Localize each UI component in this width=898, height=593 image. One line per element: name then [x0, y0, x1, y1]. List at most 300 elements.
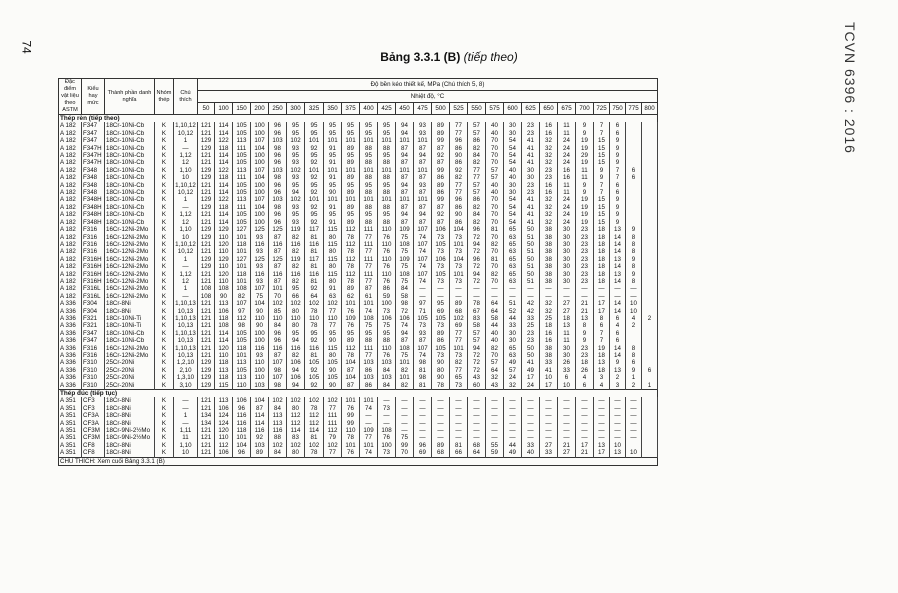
table-cell: F347H [82, 152, 105, 159]
table-cell: 122 [215, 167, 233, 174]
table-cell: 9 [626, 256, 642, 263]
section-label: Thép đúc (tiếp tục) [59, 390, 658, 398]
table-cell: — [576, 427, 594, 434]
table-cell: 95 [305, 182, 324, 189]
table-cell: 30 [558, 256, 576, 263]
table-cell: 88 [360, 159, 378, 166]
table-cell: 12 [174, 159, 198, 166]
table-cell: 90 [450, 152, 468, 159]
table-cell: CF3M [82, 427, 105, 434]
table-cell: 1,10 [174, 167, 198, 174]
table-cell: 90 [324, 382, 342, 390]
table-cell: 82 [468, 204, 486, 211]
table-cell: 25 [540, 315, 558, 322]
table-cell: — [396, 405, 414, 412]
temperature-header: 400 [360, 103, 378, 115]
table-cell: 94 [396, 330, 414, 337]
table-cell: 78 [342, 248, 360, 255]
table-cell: K [155, 337, 174, 344]
table-row [59, 248, 658, 255]
table-cell: 106 [432, 226, 450, 233]
table-cell: 129 [198, 167, 215, 174]
temperature-header: 675 [558, 103, 576, 115]
table-cell: 33 [522, 442, 540, 449]
table-cell: 89 [342, 337, 360, 344]
table-cell: 129 [198, 196, 215, 203]
table-cell: — [414, 420, 432, 427]
table-cell: 30 [558, 234, 576, 241]
table-cell: A 182 [59, 189, 82, 196]
table-cell: 112 [342, 256, 360, 263]
table-cell: 74 [414, 234, 432, 241]
table-cell: 88 [360, 189, 378, 196]
table-cell: 13 [594, 442, 610, 449]
table-cell: 27 [558, 308, 576, 315]
table-cell: 21 [558, 442, 576, 449]
table-cell: — [486, 412, 504, 419]
table-cell: 116 [269, 241, 287, 248]
table-cell: 6 [626, 167, 642, 174]
table-cell: 54 [504, 204, 522, 211]
table-cell: F310 [82, 374, 105, 381]
table-cell: 44 [486, 322, 504, 329]
table-cell: 14 [610, 345, 626, 352]
table-cell: CF3 [82, 397, 105, 404]
table-cell: 105 [233, 219, 251, 226]
table-cell [642, 442, 658, 449]
table-cell: 101 [342, 442, 360, 449]
table-cell: 96 [269, 211, 287, 218]
table-cell: 51 [504, 300, 522, 307]
table-cell [626, 442, 642, 449]
table-cell: 111 [233, 204, 251, 211]
table-row [59, 420, 658, 427]
table-cell: 7 [610, 174, 626, 181]
table-cell: 24 [558, 219, 576, 226]
table-cell: 76 [378, 434, 396, 441]
table-cell: 1 [174, 256, 198, 263]
table-cell [642, 182, 658, 189]
table-cell: 80 [324, 234, 342, 241]
table-cell: 122 [215, 196, 233, 203]
table-cell: 100 [378, 300, 396, 307]
table-cell: 10,13 [174, 352, 198, 359]
table-cell: 108 [396, 241, 414, 248]
table-cell: 96 [233, 449, 251, 457]
table-cell: 23 [576, 234, 594, 241]
table-cell: 74 [414, 263, 432, 270]
table-cell: 18Cr-8Ni [105, 420, 155, 427]
table-cell [626, 145, 642, 152]
table-cell: 102 [287, 397, 305, 404]
table-cell: — [576, 397, 594, 404]
table-cell: 101 [396, 359, 414, 366]
header-grade: Kiểu hay mức [82, 79, 105, 115]
table-cell: K [155, 449, 174, 457]
table-cell: 81 [414, 382, 432, 390]
table-cell: 92 [305, 337, 324, 344]
table-cell: K [155, 308, 174, 315]
table-cell: 106 [287, 374, 305, 381]
table-cell: 30 [504, 122, 522, 129]
table-cell: 59 [378, 293, 396, 300]
table-cell: 101 [360, 196, 378, 203]
table-cell: 103 [251, 442, 269, 449]
table-cell [642, 263, 658, 270]
table-cell: 103 [360, 374, 378, 381]
table-cell: 41 [522, 152, 540, 159]
table-cell: — [540, 420, 558, 427]
table-cell: 73 [432, 234, 450, 241]
table-cell: — [504, 427, 522, 434]
table-cell: — [504, 412, 522, 419]
table-cell: 18 [594, 226, 610, 233]
table-cell: 101 [233, 352, 251, 359]
table-cell: 1 [174, 285, 198, 292]
table-cell: 10 [626, 300, 642, 307]
table-cell: — [450, 405, 468, 412]
table-cell: 77 [360, 234, 378, 241]
table-cell: 50 [522, 345, 540, 352]
table-cell: 115 [324, 271, 342, 278]
table-cell: 89 [342, 145, 360, 152]
table-cell: 9 [576, 122, 594, 129]
table-cell: 88 [378, 145, 396, 152]
table-cell [642, 226, 658, 233]
table-cell: 105 [233, 337, 251, 344]
table-cell: 100 [251, 159, 269, 166]
table-cell: 72 [468, 263, 486, 270]
temperature-header: 250 [269, 103, 287, 115]
table-cell: 70 [486, 137, 504, 144]
table-cell: 57 [504, 367, 522, 374]
table-cell: 92 [432, 152, 450, 159]
table-cell: F316 [82, 345, 105, 352]
table-cell: 88 [360, 337, 378, 344]
table-cell: — [468, 293, 486, 300]
table-cell: 70 [486, 263, 504, 270]
table-cell: 107 [251, 196, 269, 203]
table-cell: 116 [233, 412, 251, 419]
table-cell: 104 [251, 300, 269, 307]
table-cell: 96 [269, 159, 287, 166]
table-cell: K [155, 204, 174, 211]
table-cell: 75 [396, 434, 414, 441]
table-cell: 90 [450, 211, 468, 218]
table-cell: 10 [174, 234, 198, 241]
table-cell: 23 [522, 189, 540, 196]
table-cell: 50 [522, 352, 540, 359]
table-cell: 11 [576, 167, 594, 174]
table-cell: 9 [576, 182, 594, 189]
table-cell: 82 [287, 352, 305, 359]
table-cell: F310 [82, 367, 105, 374]
table-cell: 58 [396, 293, 414, 300]
table-cell: 118 [215, 359, 233, 366]
table-cell: 92 [450, 167, 468, 174]
table-cell: 18Cr-8Ni [105, 397, 155, 404]
table-cell: 103 [269, 167, 287, 174]
table-cell: 107 [269, 359, 287, 366]
table-cell: K [155, 152, 174, 159]
table-cell: 84 [269, 449, 287, 457]
table-cell: — [504, 420, 522, 427]
table-cell: K [155, 174, 174, 181]
table-cell: 85 [269, 308, 287, 315]
table-cell: 23 [576, 241, 594, 248]
table-cell: — [522, 405, 540, 412]
table-cell: 41 [522, 196, 540, 203]
table-cell: 121 [198, 442, 215, 449]
table-cell: 72 [468, 248, 486, 255]
table-cell: 18Cr-10Ni-Cb [105, 122, 155, 129]
table-cell: — [522, 434, 540, 441]
table-cell: 17 [522, 374, 540, 381]
table-row [59, 204, 658, 211]
table-cell: 40 [504, 174, 522, 181]
table-cell: 15 [594, 196, 610, 203]
table-cell: 89 [342, 174, 360, 181]
table-cell: 100 [378, 442, 396, 449]
table-cell: 93 [251, 352, 269, 359]
table-cell: 87 [251, 405, 269, 412]
table-cell: 86 [468, 196, 486, 203]
table-cell: 118 [215, 374, 233, 381]
table-cell: F348H [82, 219, 105, 226]
table-cell: A 182 [59, 130, 82, 137]
table-cell: 107 [414, 241, 432, 248]
table-cell: 75 [396, 278, 414, 285]
table-cell: 21 [576, 308, 594, 315]
table-cell: 1 [174, 196, 198, 203]
table-cell: 112 [305, 420, 324, 427]
table-cell: 32 [540, 152, 558, 159]
table-cell: 105 [233, 152, 251, 159]
table-cell: 121 [198, 330, 215, 337]
table-cell: 8 [626, 263, 642, 270]
table-row [59, 359, 658, 366]
table-cell: — [486, 427, 504, 434]
table-cell: 15 [594, 137, 610, 144]
table-cell: 18 [576, 359, 594, 366]
table-cell: CF3A [82, 420, 105, 427]
table-cell: 110 [378, 345, 396, 352]
table-cell: 13 [610, 226, 626, 233]
table-cell: — [414, 285, 432, 292]
table-cell: A 336 [59, 308, 82, 315]
table-cell: 11 [558, 130, 576, 137]
table-cell: 129 [198, 367, 215, 374]
table-cell: 121 [198, 182, 215, 189]
table-cell: 105 [233, 211, 251, 218]
table-cell: K [155, 271, 174, 278]
table-cell: F316 [82, 248, 105, 255]
table-row [59, 352, 658, 359]
table-cell: 125 [269, 226, 287, 233]
table-cell: 82 [287, 234, 305, 241]
table-cell: 17 [594, 449, 610, 457]
table-cell: 86 [450, 219, 468, 226]
table-cell: 95 [287, 211, 305, 218]
table-cell: 110 [378, 241, 396, 248]
table-row [59, 263, 658, 270]
table-cell: 77 [324, 405, 342, 412]
table-cell: 99 [432, 196, 450, 203]
table-cell: 57 [486, 359, 504, 366]
table-cell: 81 [305, 234, 324, 241]
table-cell: 81 [305, 352, 324, 359]
table-cell: — [360, 420, 378, 427]
table-cell: A 336 [59, 300, 82, 307]
table-cell: 73 [450, 263, 468, 270]
table-cell: K [155, 434, 174, 441]
table-body [59, 115, 658, 466]
table-cell: 63 [504, 263, 522, 270]
table-cell: 17 [594, 300, 610, 307]
table-cell: 96 [269, 182, 287, 189]
table-cell: 89 [432, 442, 450, 449]
temperature-header: 375 [342, 103, 360, 115]
table-cell [642, 219, 658, 226]
table-cell: 80 [324, 278, 342, 285]
table-cell: 78 [342, 263, 360, 270]
table-cell [626, 211, 642, 218]
table-cell: 9 [576, 189, 594, 196]
table-cell: 25Cr-20Ni [105, 367, 155, 374]
table-cell: F348 [82, 189, 105, 196]
table-cell: 110 [378, 256, 396, 263]
table-cell: 99 [432, 167, 450, 174]
table-cell: 19 [576, 159, 594, 166]
table-cell: 65 [450, 374, 468, 381]
table-cell: — [360, 412, 378, 419]
table-cell: 97 [414, 300, 432, 307]
table-cell: 80 [324, 248, 342, 255]
table-cell: 60 [468, 382, 486, 390]
table-cell: 95 [287, 152, 305, 159]
table-cell: 2,10 [174, 367, 198, 374]
table-cell [642, 352, 658, 359]
table-cell: 19 [576, 137, 594, 144]
table-row [59, 315, 658, 322]
table-cell: 19 [576, 219, 594, 226]
table-cell: — [610, 285, 626, 292]
table-cell: 89 [342, 189, 360, 196]
table-cell: 78 [342, 434, 360, 441]
table-cell: 23 [540, 167, 558, 174]
table-cell: 80 [287, 449, 305, 457]
table-cell: 86 [468, 137, 486, 144]
table-cell: 57 [468, 189, 486, 196]
table-cell: 76 [378, 263, 396, 270]
table-cell: 95 [342, 122, 360, 129]
table-cell: 116 [287, 241, 305, 248]
table-cell: 18 [594, 352, 610, 359]
table-cell: 113 [233, 167, 251, 174]
table-cell: 17 [576, 442, 594, 449]
table-cell: 10,13 [174, 322, 198, 329]
table-cell: — [378, 420, 396, 427]
table-cell: 101 [305, 196, 324, 203]
table-cell: 113 [233, 137, 251, 144]
table-cell: 110 [251, 374, 269, 381]
table-cell: 77 [450, 189, 468, 196]
table-cell: 30 [558, 352, 576, 359]
table-cell: 16Cr-12Ni-2Mo [105, 248, 155, 255]
table-cell: 30 [522, 167, 540, 174]
table-cell: 115 [324, 345, 342, 352]
table-cell: — [522, 412, 540, 419]
table-cell: 89 [432, 330, 450, 337]
table-cell: 95 [378, 182, 396, 189]
table-cell [642, 308, 658, 315]
table-cell: — [576, 293, 594, 300]
table-cell: K [155, 263, 174, 270]
table-cell: 13 [594, 359, 610, 366]
table-cell: F347 [82, 137, 105, 144]
table-cell: 23 [540, 174, 558, 181]
table-cell: 102 [450, 315, 468, 322]
temperature-header: 575 [486, 103, 504, 115]
table-cell [642, 248, 658, 255]
table-cell: 18Cr-10Ni-Cb [105, 330, 155, 337]
table-cell: 8 [626, 248, 642, 255]
table-cell: K [155, 374, 174, 381]
table-cell: 41 [522, 137, 540, 144]
temperature-header: 600 [504, 103, 522, 115]
table-cell: 68 [468, 442, 486, 449]
table-cell: 114 [215, 219, 233, 226]
table-cell: 30 [504, 130, 522, 137]
table-cell: 104 [251, 397, 269, 404]
table-cell: 16 [558, 167, 576, 174]
table-cell [642, 137, 658, 144]
table-cell: 114 [215, 211, 233, 218]
table-cell: 16Cr-12Ni-2Mo [105, 293, 155, 300]
table-cell: 54 [504, 145, 522, 152]
table-cell: 101 [396, 374, 414, 381]
table-cell: 121 [198, 159, 215, 166]
table-row [59, 234, 658, 241]
table-cell: 57 [468, 182, 486, 189]
table-cell: 114 [215, 130, 233, 137]
table-cell: K [155, 145, 174, 152]
table-cell: A 182 [59, 234, 82, 241]
table-cell: 18Cr-10Ni-Cb [105, 130, 155, 137]
table-cell: 23 [576, 263, 594, 270]
table-cell: 70 [486, 278, 504, 285]
table-cell: 12 [174, 219, 198, 226]
table-cell: — [432, 427, 450, 434]
table-cell: 87 [414, 204, 432, 211]
table-row [59, 293, 658, 300]
table-cell: — [576, 434, 594, 441]
table-cell: 78 [305, 405, 324, 412]
table-cell: 77 [450, 330, 468, 337]
table-cell: — [594, 434, 610, 441]
table-cell: 32 [540, 159, 558, 166]
table-cell: 95 [305, 122, 324, 129]
table-cell: 75 [396, 248, 414, 255]
table-cell: 8 [626, 278, 642, 285]
table-cell: 98 [269, 382, 287, 390]
table-cell: 1,10 [174, 226, 198, 233]
table-cell: 18Cr-10Ni-Ti [105, 315, 155, 322]
table-cell: 95 [360, 182, 378, 189]
table-cell: 59 [486, 449, 504, 457]
table-cell: 10 [610, 442, 626, 449]
table-cell: 106 [432, 256, 450, 263]
